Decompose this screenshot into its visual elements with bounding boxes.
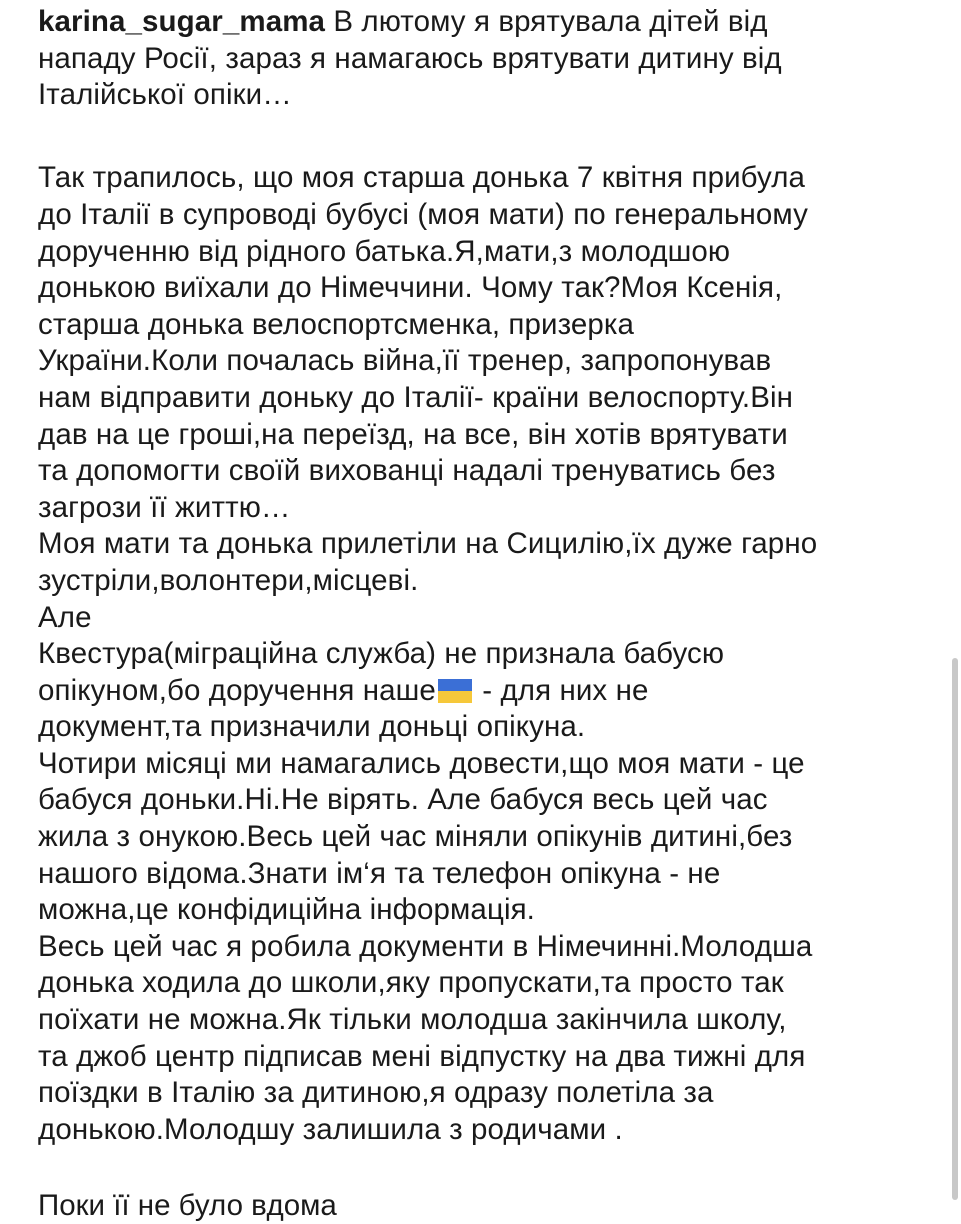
- caption-line: бабуся доньки.Ні.Не вірять. Але бабуся весь цей час: [38, 783, 768, 817]
- caption-intro: [38, 41, 938, 114]
- caption-line: донька ходила до школи,яку пропускати,та просто так: [38, 966, 784, 1000]
- caption-line: нашого відома.Знати ім‘я та телефон опікуна - не: [38, 856, 721, 890]
- caption-line: України.Коли почалась війна,її тренер, запропонував: [38, 344, 772, 378]
- truncated-line: Поки її не було вдома: [38, 1189, 337, 1222]
- caption-line: загрози її життю…: [38, 490, 291, 524]
- blank-line: [38, 150, 938, 160]
- post-caption: [38, 4, 938, 1148]
- caption-line: донькою.Молодшу залишила з родичами .: [38, 1112, 623, 1146]
- caption-line: Чотири місяці ми намагались довести,що моя мати - це: [38, 746, 805, 780]
- scrollbar[interactable]: [952, 658, 958, 1200]
- caption-line: зустріли,волонтери,місцеві.: [38, 563, 419, 597]
- caption-line: поїхати не можна.Як тільки молодша закінчила школу,: [38, 1003, 787, 1037]
- caption-line: Моя мати та донька прилетіли на Сицилію,їх дуже гарно: [38, 527, 818, 561]
- caption-line: Весь цей час я робила документи в Німечинні.Молодша: [38, 929, 813, 963]
- caption-line: Італійської опіки…: [38, 78, 292, 112]
- caption-line: донькою виїхали до Німеччини. Чому так?Моя Ксенія,: [38, 271, 783, 305]
- username-link[interactable]: karina_sugar_mama: [38, 5, 326, 38]
- caption-line: документ,та призначили доньці опікуна.: [38, 710, 586, 744]
- caption-flag-line: опікуном,бо доручення наше - для них не: [38, 673, 649, 707]
- caption-text: В лютому я врятувала дітей від: [325, 5, 768, 38]
- caption-line: Квестура(міграційна служба) не признала бабусю: [38, 637, 725, 671]
- caption-paragraph-1: [38, 160, 938, 672]
- caption-line: Так трапилось, що моя старша донька 7 квітня прибула: [38, 161, 806, 195]
- blank-line: [38, 114, 938, 151]
- caption-line: можна,це конфідиційна інформація.: [38, 893, 535, 927]
- ukraine-flag-icon: [438, 679, 472, 703]
- caption-line: до Італії в супроводі бубусі (моя мати) по генеральному: [38, 197, 808, 231]
- caption-line: старша донька велоспортсменка, призерка: [38, 307, 635, 341]
- caption-line: жила з онукою.Весь цей час міняли опікунів дитині,без: [38, 820, 793, 854]
- caption-first-line: [38, 4, 938, 41]
- caption-line: нам відправити доньку до Італії- країни велоспорту.Він: [38, 380, 794, 414]
- caption-line: та допомогти своїй вихованці надалі тренуватись без: [38, 454, 776, 488]
- caption-paragraph-2: [38, 709, 938, 1148]
- caption-line: Але: [38, 600, 92, 634]
- caption-line: дав на це гроші,на переїзд, на все, він хотів врятувати: [38, 417, 788, 451]
- caption-line: поїздки в Італію за дитиною,я одразу полетіла за: [38, 1076, 714, 1110]
- caption-line: нападу Росії, зараз я намагаюсь врятувати дитину від: [38, 41, 782, 75]
- caption-line: дорученню від рідного батька.Я,мати,з молодшою: [38, 234, 731, 268]
- caption-line: та джоб центр підписав мені відпустку на два тижні для: [38, 1039, 806, 1073]
